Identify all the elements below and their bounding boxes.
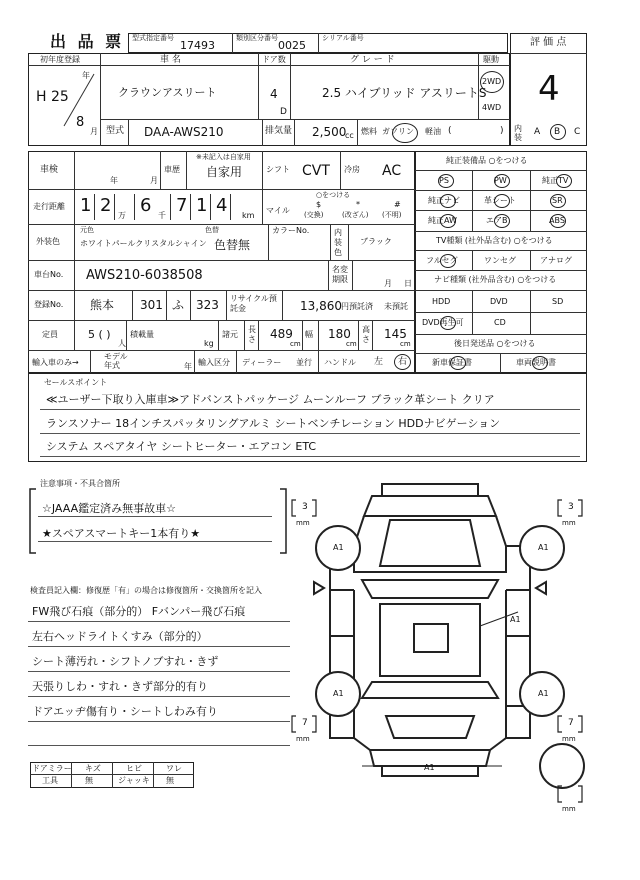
height-unit: cm — [400, 340, 411, 348]
grade-value: 2.5 ハイブリッド アスリートS — [322, 86, 487, 100]
history-label: 車歴 — [164, 165, 180, 174]
equip-abs: ABS — [549, 216, 565, 225]
fuel-label: 燃料 — [361, 127, 377, 136]
reg-kana: ふ — [172, 298, 185, 312]
car-name-label: 車 名 — [160, 55, 181, 65]
import-dealer: ディーラー — [242, 358, 282, 367]
model-year-unit: 年 — [184, 362, 192, 371]
serial-label: シリアル番号 — [322, 34, 364, 42]
mile-label: マイル — [266, 206, 290, 215]
equipment-title: 純正装備品 ○をつける — [446, 156, 528, 165]
reg-class: 301 — [140, 298, 163, 312]
color-current-label: 色替 — [205, 226, 219, 234]
inspector-line-5: ドアエッヂ傷有り・シートしわみ有り — [32, 705, 218, 718]
import-label: 輸入車のみ→ — [32, 358, 79, 367]
interior-color-label: 内装色 — [334, 228, 342, 257]
tv-full: フルセグ — [426, 256, 458, 265]
equip-tv: 純正TV — [542, 176, 569, 185]
color-current-value: 色替無 — [214, 238, 251, 252]
fuel-paren-close: ) — [500, 126, 504, 136]
doors-label: ドア数 — [262, 55, 286, 64]
mileage-sen: 千 — [158, 211, 166, 220]
equip-ps: PS — [439, 176, 449, 185]
legend-header-scratch: キズ — [85, 764, 101, 773]
equip-leather: 革シート — [484, 196, 516, 205]
inspector-line-2: 左右ヘッドライトくすみ（部分的） — [32, 630, 208, 643]
interior-a: A — [534, 127, 541, 137]
mileage-digit-1: 1 — [80, 195, 92, 216]
interior-b: B — [554, 127, 561, 137]
reg-number: 323 — [196, 298, 219, 312]
fuel-paren: ( — [448, 126, 452, 136]
interior-grade-label: 内装 — [514, 124, 522, 142]
later-warranty: 新車保証書 — [432, 358, 472, 367]
tread-rl-value: 7 — [302, 718, 308, 728]
color-orig-label: 元色 — [80, 226, 94, 234]
tread-fr-value: 3 — [568, 502, 574, 512]
length-unit: cm — [290, 340, 301, 348]
height-label: 高さ — [362, 325, 370, 344]
inspection-year: 年 — [110, 176, 118, 185]
tire-rl-label: A1 — [333, 689, 344, 698]
model-year-label: モデル年式 — [104, 352, 128, 370]
tv-one: ワンセグ — [484, 256, 516, 265]
drive-4wd: 4WD — [482, 103, 502, 112]
tread-spare-unit: mm — [562, 805, 576, 813]
recycle-value: 13,860 — [300, 299, 342, 313]
sales-line-2: ランスソナー 18インチスパッタリングアルミ シートベンチレーション HDDナビゲーション — [46, 417, 501, 430]
name-change-month: 月 — [384, 279, 392, 288]
capacity-label: 定員 — [42, 330, 58, 339]
fuel-light: 軽油 — [425, 127, 441, 136]
grade-label: グ レ ー ド — [350, 55, 395, 65]
navi-title: ナビ種類 (社外品含む) ○をつける — [434, 275, 557, 284]
mile-circle-note: ○をつける — [316, 191, 351, 199]
drive-label: 駆動 — [483, 55, 499, 64]
tire-rr-label: A1 — [538, 689, 549, 698]
length-label: 長さ — [248, 325, 256, 344]
handle-right: 右 — [398, 357, 408, 367]
handle-left: 左 — [374, 357, 384, 367]
sales-line-1: ≪ユーザー下取り入庫車≫アドバンストパッケージ ムーンルーフ ブラック革シート クリア — [46, 393, 495, 406]
equip-aw: 純正AW — [428, 216, 457, 225]
navi-dvd: DVD — [490, 297, 508, 306]
history-value: 自家用 — [206, 165, 243, 179]
fuel-gas: ガソリン — [382, 127, 414, 136]
load-unit: kg — [204, 339, 214, 348]
mile-opt1: $ — [316, 200, 322, 209]
navi-dvd-play: DVD再生可 — [422, 318, 464, 327]
mileage-digit-4: 7 — [176, 195, 188, 216]
capacity-value: 5 ( ) — [88, 328, 111, 341]
color-orig-value: ホワイトパールクリスタルシャイン — [80, 239, 207, 248]
body-mark-2: A1 — [424, 763, 435, 772]
sales-label: セールスポイント — [44, 378, 108, 387]
first-reg-label: 初年度登録 — [40, 55, 80, 64]
model-value: DAA-AWS210 — [144, 125, 224, 139]
year-unit: 年 — [82, 71, 90, 80]
recycle-label: リサイクル預託金 — [230, 294, 277, 313]
model-label: 型式 — [106, 126, 125, 136]
notes-label: 注意事項・不具合箇所 — [40, 479, 120, 488]
name-change-label: 名変期限 — [332, 265, 348, 284]
history-note: ※未記入は自家用 — [196, 153, 251, 161]
color-label: 外装色 — [36, 237, 60, 246]
form-title: 出 品 票 — [50, 32, 125, 51]
legend-value-2: 無 — [166, 776, 174, 785]
navi-cd: CD — [494, 318, 506, 327]
legend-header-mirror: ドアミラー — [32, 764, 72, 773]
type-designation-value: 17493 — [180, 39, 215, 52]
interior-color-value: ブラック — [360, 237, 392, 246]
tread-fl-unit: mm — [296, 519, 310, 527]
mileage-digit-3: 6 — [140, 195, 152, 216]
equip-pw: PW — [494, 176, 507, 185]
tread-rr-value: 7 — [568, 718, 574, 728]
legend-value-jack: ジャッキ — [118, 776, 150, 785]
tire-fl-label: A1 — [333, 543, 344, 552]
mileage-unit: km — [242, 211, 255, 220]
equip-navi: 純正ナビ — [428, 196, 460, 205]
legend-header-crack: ヒビ — [126, 764, 142, 773]
reg-label: 登録No. — [34, 300, 64, 309]
height-value: 145 — [384, 327, 407, 341]
recycle-none: 未預託 — [384, 302, 408, 311]
chassis-label: 車台No. — [34, 270, 64, 279]
later-title: 後日発送品 ○をつける — [454, 339, 536, 348]
displacement-value: 2,500 — [312, 125, 347, 139]
tv-title: TV種類 (社外品含む) ○をつける — [436, 236, 553, 245]
car-body-diagram — [290, 476, 590, 812]
import-class-label: 輸入区分 — [198, 358, 230, 367]
width-value: 180 — [328, 327, 351, 341]
notes-frame — [28, 485, 288, 557]
tv-analog: アナログ — [540, 256, 572, 265]
navi-hdd: HDD — [432, 297, 451, 306]
type-designation-label: 型式指定番号 — [132, 34, 174, 42]
shift-label: シフト — [266, 165, 290, 174]
tire-fr-label: A1 — [538, 543, 549, 552]
chassis-value: AWS210-6038508 — [86, 268, 203, 283]
width-unit: cm — [346, 340, 357, 348]
mileage-digit-6: 4 — [216, 195, 228, 216]
category-label: 類別区分番号 — [236, 34, 278, 42]
mileage-digit-2: 2 — [100, 195, 112, 216]
inspector-line-4: 天張りしわ・すれ・きず部分的有り — [32, 680, 208, 693]
tread-rl-unit: mm — [296, 735, 310, 743]
displacement-label: 排気量 — [265, 126, 293, 136]
body-mark-1: A1 — [510, 615, 521, 624]
mile-opt3: # — [394, 200, 401, 209]
width-label: 幅 — [305, 330, 313, 339]
first-reg-month: 8 — [76, 115, 85, 130]
month-unit: 月 — [90, 127, 98, 136]
handle-label: ハンドル — [324, 358, 356, 367]
drive-2wd: 2WD — [482, 77, 502, 86]
car-name-value: クラウンアスリート — [118, 86, 217, 99]
inspector-label: 検査員記入欄：修復歴「有」の場合は修復箇所・交換箇所を記入 — [30, 586, 262, 595]
inspector-line-3: シート薄汚れ・シフトノブすれ・きず — [32, 655, 219, 668]
tread-spare-bracket — [556, 784, 586, 804]
load-label: 積載量 — [130, 330, 154, 339]
color-no-label: カラーNo. — [272, 226, 310, 235]
shift-value: CVT — [302, 163, 330, 179]
navi-sd: SD — [552, 297, 564, 306]
import-parallel: 並行 — [296, 358, 312, 367]
legend-value-tool: 工具 — [42, 776, 58, 785]
tread-fr-unit: mm — [562, 519, 576, 527]
mile-opt3-sub: (不明) — [382, 211, 402, 219]
name-change-day: 日 — [404, 279, 412, 288]
first-reg-year: H 25 — [36, 89, 69, 105]
later-manual: 車両説明書 — [516, 358, 556, 367]
equip-sr: SR — [552, 196, 563, 205]
dims-label: 諸元 — [222, 330, 238, 339]
mile-opt2: * — [356, 200, 360, 209]
reg-area: 熊本 — [90, 298, 115, 312]
recycle-unit: 円預託済 — [341, 302, 373, 311]
note-line-2: ★スペアスマートキー1本有り★ — [42, 527, 201, 540]
ac-label: 冷房 — [344, 165, 360, 174]
sales-line-3: システム スペアタイヤ シートヒーター・エアコン ETC — [46, 440, 317, 453]
mile-opt1-sub: (交換) — [304, 211, 324, 219]
rating-label: 評 価 点 — [530, 37, 567, 48]
mileage-label: 走行距離 — [33, 202, 65, 211]
rating-value: 4 — [538, 69, 560, 109]
displacement-unit: cc — [345, 131, 354, 140]
inspection-month: 月 — [150, 176, 158, 185]
inspector-line-1: FW飛び石痕（部分的） Fバンパー飛び石痕 — [32, 605, 246, 618]
mile-opt2-sub: (改ざん) — [342, 211, 369, 219]
equip-airbag: エアB — [486, 216, 508, 225]
capacity-unit: 人 — [118, 339, 126, 348]
ac-value: AC — [382, 163, 402, 179]
inspection-label: 車検 — [40, 165, 59, 175]
mileage-digit-5: 1 — [196, 195, 208, 216]
note-line-1: ☆JAAA鑑定済み無事故車☆ — [42, 502, 176, 515]
length-value: 489 — [270, 327, 293, 341]
tread-rr-unit: mm — [562, 735, 576, 743]
mileage-man: 万 — [118, 211, 126, 220]
tread-fl-value: 3 — [302, 502, 308, 512]
category-value: 0025 — [278, 39, 306, 52]
doors-value: 4 — [270, 87, 278, 101]
interior-c: C — [574, 127, 581, 137]
doors-suffix: D — [280, 107, 287, 117]
legend-value-1: 無 — [85, 776, 93, 785]
legend-header-break: ワレ — [166, 764, 182, 773]
